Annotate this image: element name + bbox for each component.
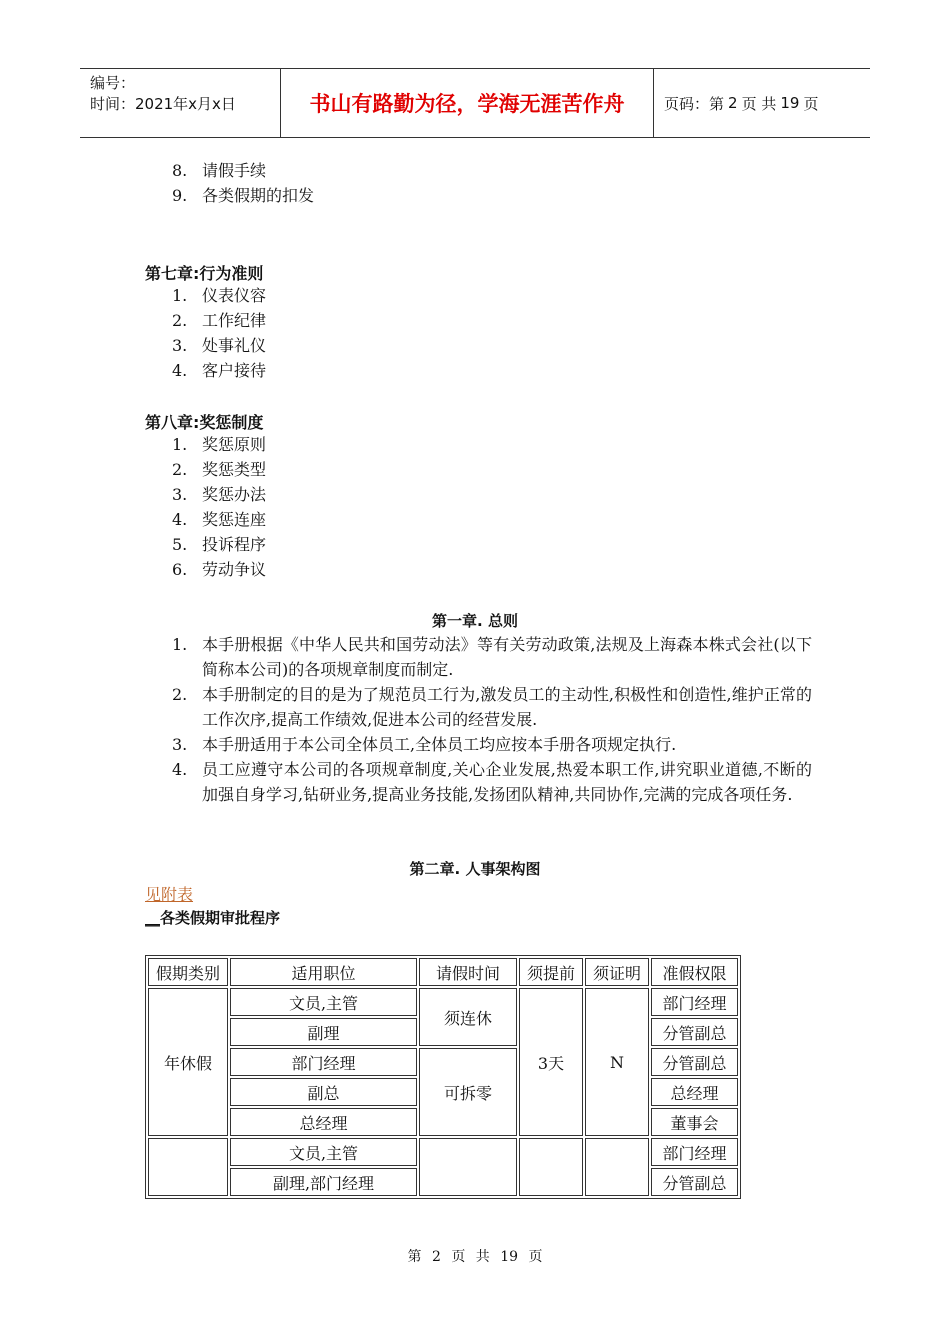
- list-item: 1. 仪表仪容: [172, 286, 267, 305]
- advance-cell: 3天: [519, 988, 583, 1136]
- general-title: 第一章. 总则: [432, 612, 518, 630]
- authority-cell: 分管副总: [651, 1168, 738, 1196]
- list-item: 3. 处事礼仪: [172, 336, 267, 355]
- position-cell: 副理,部门经理: [230, 1168, 417, 1196]
- page-header: [80, 68, 870, 138]
- empty-category-cell: [148, 1138, 228, 1196]
- table-row: [148, 1138, 738, 1166]
- table-row: [148, 988, 738, 1016]
- leave-approval-title: [145, 907, 280, 928]
- footer-mid1: 页: [451, 1249, 466, 1265]
- leave-approval-text: 各类假期审批程序: [160, 909, 281, 927]
- doc-date-label: 时间：2021年x月x日: [90, 95, 236, 113]
- list-item: 2. 奖惩类型: [172, 460, 267, 479]
- time-cell: 须连休: [419, 988, 517, 1046]
- empty-advance-cell: [519, 1138, 583, 1196]
- toc-continued-list: [172, 158, 314, 208]
- empty-time-cell: [419, 1138, 517, 1196]
- page-mid: 页 共: [741, 94, 777, 113]
- footer-total: 19: [500, 1249, 519, 1265]
- time-cell: 可拆零: [419, 1048, 517, 1136]
- list-item: 2. 本手册制定的目的是为了规范员工行为,激发员工的主动性,积极性和创造性,维护正常的工作次序,提高工作绩效,促进本公司的经营发展.: [172, 685, 812, 729]
- authority-cell: 董事会: [651, 1108, 738, 1136]
- blank-line: __: [145, 909, 160, 927]
- list-item: 9. 各类假期的扣发: [172, 186, 315, 205]
- header-meta: [80, 69, 281, 137]
- header-motto: 书山有路勤为径，学海无涯苦作舟: [281, 69, 654, 137]
- authority-cell: 总经理: [651, 1078, 738, 1106]
- position-cell: 文员,主管: [230, 1138, 417, 1166]
- authority-cell: 分管副总: [651, 1018, 738, 1046]
- list-item: 8. 请假手续: [172, 161, 267, 180]
- page-end: 页: [803, 94, 819, 113]
- page-label: 页码：第: [664, 94, 725, 113]
- page-footer: [0, 1246, 950, 1266]
- footer-first: 第: [407, 1249, 422, 1265]
- general-list: [172, 632, 812, 807]
- list-item: 3. 本手册适用于本公司全体员工,全体员工均应按本手册各项规定执行.: [172, 735, 677, 754]
- chapter8-title: 第八章:奖惩制度: [145, 413, 264, 432]
- position-cell: 总经理: [230, 1108, 417, 1136]
- list-item: 3. 奖惩办法: [172, 485, 267, 504]
- authority-cell: 部门经理: [651, 988, 738, 1016]
- chapter7-list: [172, 283, 266, 383]
- list-item: 4. 奖惩连座: [172, 510, 267, 529]
- appendix-link[interactable]: 见附表: [145, 885, 194, 904]
- table-header-cell: 适用职位: [230, 958, 417, 986]
- position-cell: 副理: [230, 1018, 417, 1046]
- list-item: 1. 本手册根据《中华人民共和国劳动法》等有关劳动政策,法规及上海森本株式会社(以下简称本公司)的各项规章制度而制定.: [172, 635, 812, 679]
- doc-number-label: 编号：: [90, 74, 136, 92]
- proof-cell: N: [585, 988, 649, 1136]
- table-header-cell: 须提前: [519, 958, 583, 986]
- table-header-cell: 假期类别: [148, 958, 228, 986]
- list-item: 5. 投诉程序: [172, 535, 267, 554]
- footer-end: 页: [528, 1249, 543, 1265]
- page-total: 19: [780, 94, 800, 112]
- table-header-cell: 须证明: [585, 958, 649, 986]
- table-header-cell: 请假时间: [419, 958, 517, 986]
- authority-cell: 分管副总: [651, 1048, 738, 1076]
- footer-mid2: 共: [475, 1249, 490, 1265]
- position-cell: 部门经理: [230, 1048, 417, 1076]
- list-item: 1. 奖惩原则: [172, 435, 267, 454]
- list-item: 4. 员工应遵守本公司的各项规章制度,关心企业发展,热爱本职工作,讲究职业道德,不断的加强自身学习,钻研业务,提高业务技能,发扬团队精神,共同协作,完满的完成各项任务.: [172, 760, 812, 804]
- header-page-info: [654, 69, 870, 137]
- annual-leave-category: 年休假: [148, 988, 228, 1136]
- table-header-cell: 准假权限: [651, 958, 738, 986]
- org-title: 第二章. 人事架构图: [409, 860, 541, 878]
- empty-proof-cell: [585, 1138, 649, 1196]
- page-current: 2: [728, 94, 738, 112]
- position-cell: 文员,主管: [230, 988, 417, 1016]
- chapter8-list: [172, 432, 266, 582]
- position-cell: 副总: [230, 1078, 417, 1106]
- list-item: 2. 工作纪律: [172, 311, 267, 330]
- authority-cell: 部门经理: [651, 1138, 738, 1166]
- footer-current: 2: [431, 1249, 441, 1265]
- table-row: [148, 1048, 738, 1076]
- table-header-row: [148, 958, 738, 986]
- chapter7-title: 第七章:行为准则: [145, 264, 264, 283]
- leave-approval-table: [145, 955, 741, 1199]
- list-item: 6. 劳动争议: [172, 560, 267, 579]
- list-item: 4. 客户接待: [172, 361, 267, 380]
